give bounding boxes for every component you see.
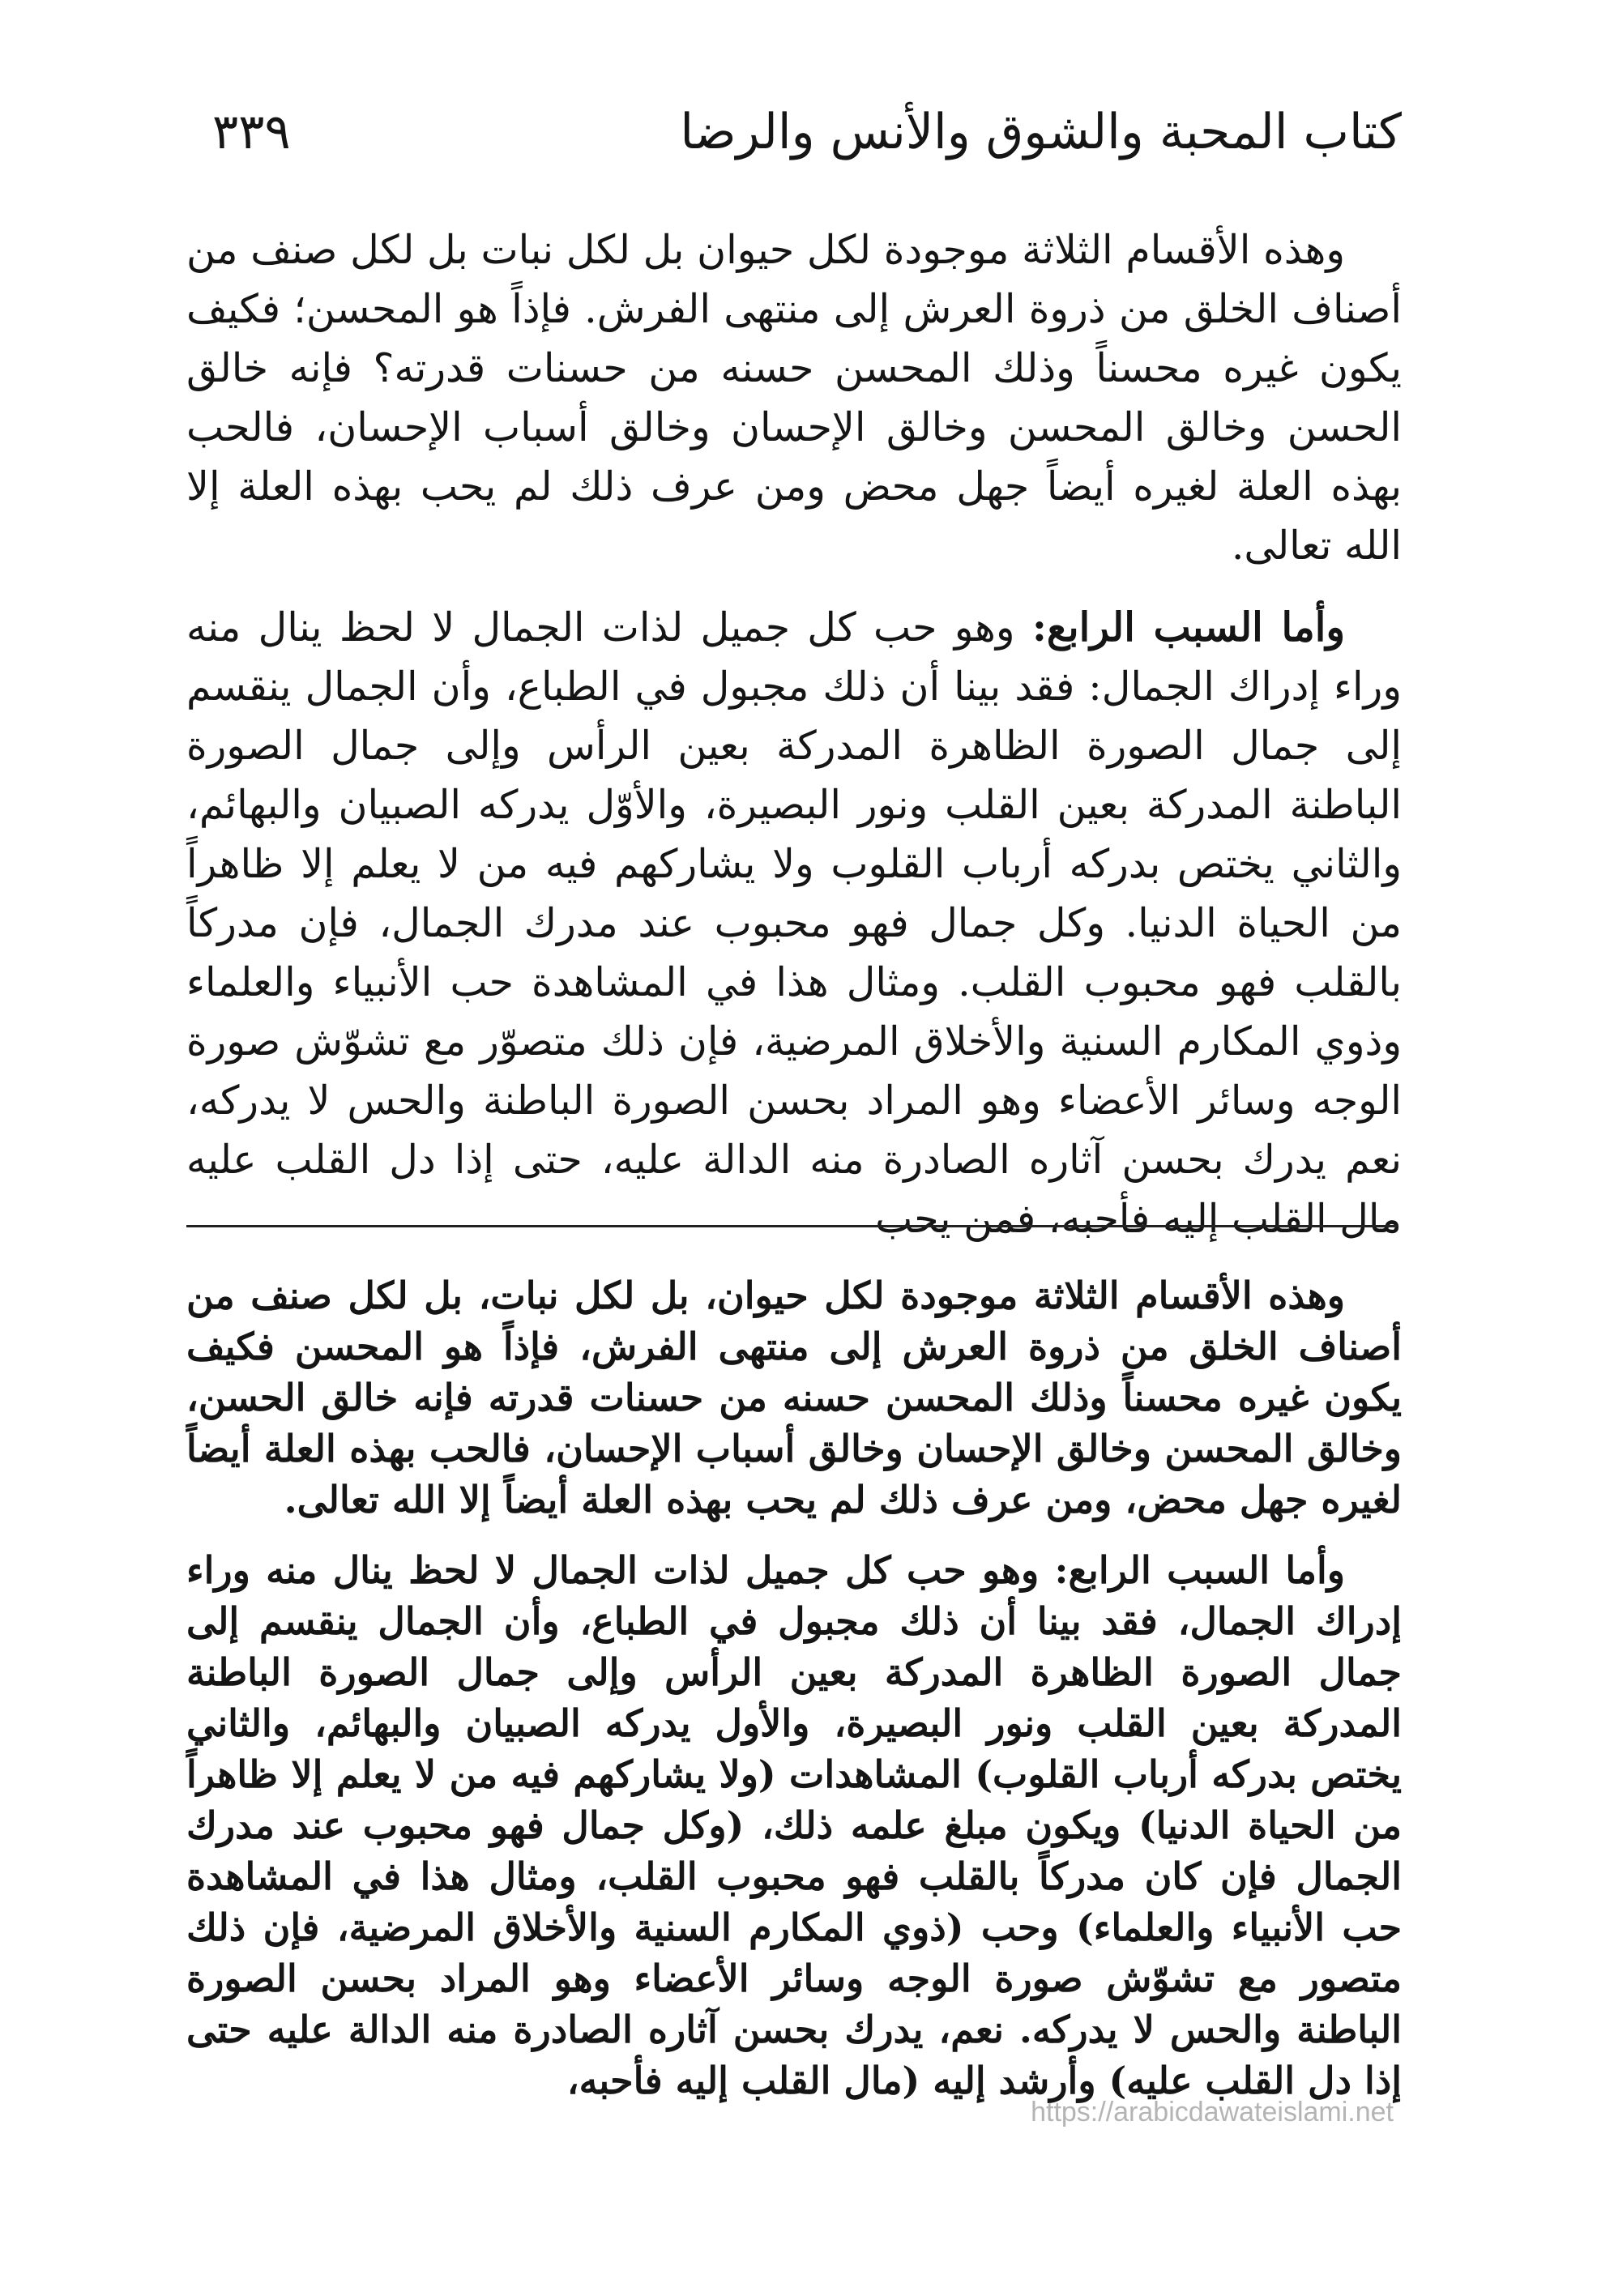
page-number: ٣٣٩ — [212, 104, 291, 160]
main-text — [186, 220, 1402, 1248]
footnote-paragraph: وهذه الأقسام الثلاثة موجودة لكل حيوان، بل لكل نبات، بل لكل صنف من أصناف الخلق من ذروة العرش إلى منتهى الفرش، فإذاً هو المحسن فكيف يكون غيره محسناً وذلك المحسن حسنه من حسنات قدرته فإنه خالق الحسن، وخالق المحسن وخالق الإحسان وخالق أسباب الإحسان، فالحب بهذه العلة أيضاً لغيره جهل محض، ومن عرف ذلك لم يحب بهذه العلة أيضاً إلا الله تعالى. — [186, 1274, 1402, 1521]
paragraph-lead: وأما السبب الرابع: — [1031, 604, 1345, 651]
footnote-paragraph: وأما السبب الرابع: وهو حب كل جميل لذات الجمال لا لحظ ينال منه وراء إدراك الجمال، فقد بينا أن ذلك مجبول في الطباع، وأن الجمال ينقسم إلى جمال الصورة الظاهرة المدركة بعين الرأس وإلى جمال الصورة الباطنة المدركة بعين القلب ونور البصيرة، والأول يدركه الصبيان والبهائم، والثاني يختص بدركه أرباب القلوب) المشاهدات (ولا يشاركهم فيه من لا يعلم إلا ظاهراً من الحياة الدنيا) ويكون مبلغ علمه ذلك، (وكل جمال فهو محبوب عند مدرك الجمال فإن كان مدركاً بالقلب فهو محبوب القلب، ومثال هذا في المشاهدة حب الأنبياء والعلماء) وحب (ذوي المكارم السنية والأخلاق المرضية، فإن ذلك متصور مع تشوّش صورة الوجه وسائر الأعضاء وهو المراد بحسن الصورة الباطنة والحس لا يدركه. نعم، يدرك بحسن آثاره الصادرة منه الدالة عليه حتى إذا دل القلب عليه) وأرشد إليه (مال القلب إليه فأحبه، — [186, 1548, 1402, 2102]
footnote-text — [186, 1270, 1402, 2106]
footnote-divider — [186, 1225, 1398, 1227]
main-paragraph — [186, 598, 1402, 1248]
watermark-url: https://arabicdawateislami.net — [1031, 2097, 1394, 2127]
main-paragraph: وهذه الأقسام الثلاثة موجودة لكل حيوان بل لكل نبات بل لكل صنف من أصناف الخلق من ذروة العرش إلى منتهى الفرش. فإذاً هو المحسن؛ فكيف يكون غيره محسناً وذلك المحسن حسنه من حسنات قدرته؟ فإنه خالق الحسن وخالق المحسن وخالق الإحسان وخالق أسباب الإحسان، فالحب بهذه العلة لغيره أيضاً جهل محض ومن عرف ذلك لم يحب بهذه العلة إلا الله تعالى. — [186, 227, 1402, 569]
paragraph-body: وهو حب كل جميل لذات الجمال لا لحظ ينال منه وراء إدراك الجمال: فقد بينا أن ذلك مجبول في الطباع، وأن الجمال ينقسم إلى جمال الصورة الظاهرة المدركة بعين الرأس وإلى جمال الصورة الباطنة المدركة بعين القلب ونور البصيرة، والأوّل يدركه الصبيان والبهائم، والثاني يختص بدركه أرباب القلوب ولا يشاركهم فيه من لا يعلم إلا ظاهراً من الحياة الدنيا. وكل جمال فهو محبوب عند مدرك الجمال، فإن مدركاً بالقلب فهو محبوب القلب. ومثال هذا في المشاهدة حب الأنبياء والعلماء وذوي المكارم السنية والأخلاق المرضية، فإن ذلك متصوّر مع تشوّش صورة الوجه وسائر الأعضاء وهو المراد بحسن الصورة الباطنة والحس لا يدركه، نعم يدرك بحسن آثاره الصادرة منه الدالة عليه، حتى إذا دل القلب عليه مال القلب إليه فأحبه، فمن يحب — [186, 604, 1402, 1242]
chapter-title: كتاب المحبة والشوق والأنس والرضا — [680, 104, 1402, 160]
running-header — [212, 96, 1402, 169]
